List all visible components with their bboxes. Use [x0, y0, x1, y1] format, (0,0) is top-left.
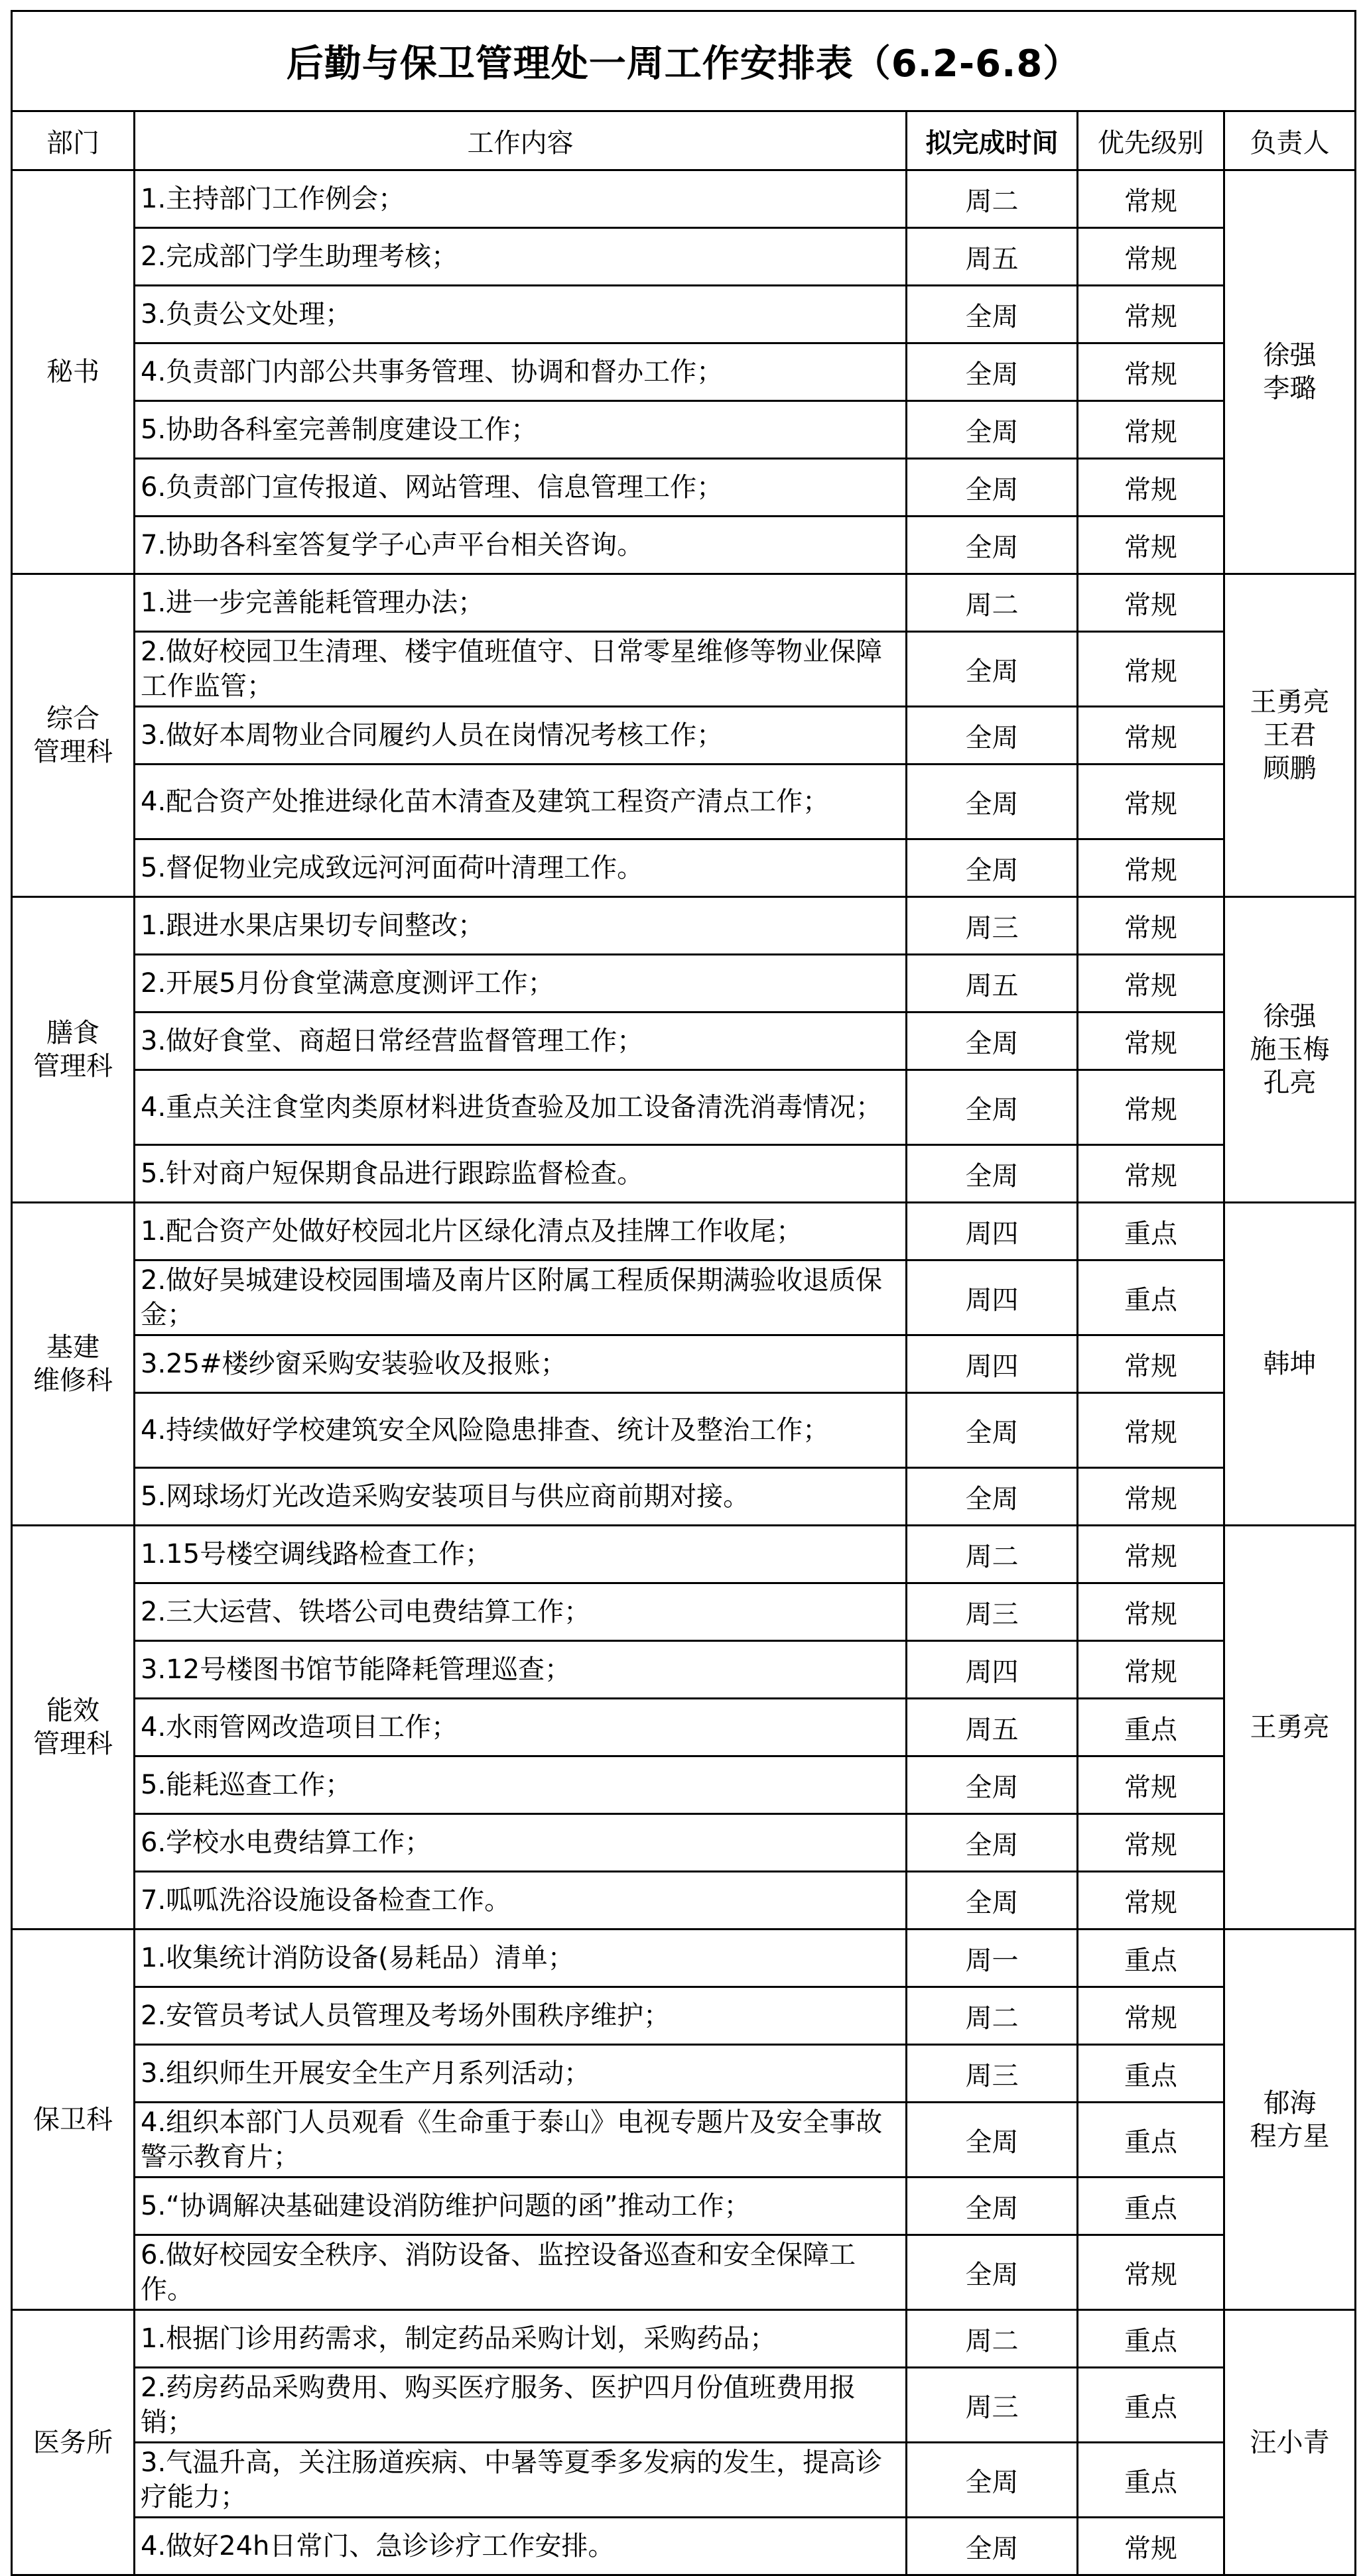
task-content: 4.水雨管网改造项目工作；	[135, 1699, 907, 1756]
task-time: 周二	[907, 1987, 1078, 2045]
task-priority: 常规	[1078, 517, 1224, 574]
task-content: 2.安管员考试人员管理及考场外围秩序维护；	[135, 1987, 907, 2045]
task-time: 全周	[907, 286, 1078, 343]
table-row	[12, 1699, 1356, 1756]
table-row	[12, 2045, 1356, 2103]
task-time: 全周	[907, 765, 1078, 839]
department-name: 能效 管理科	[12, 1526, 135, 1930]
table-row	[12, 286, 1356, 343]
table-row	[12, 459, 1356, 517]
table-row	[12, 1393, 1356, 1468]
task-time: 周五	[907, 955, 1078, 1012]
department-name: 秘书	[12, 170, 135, 574]
task-priority: 常规	[1078, 343, 1224, 401]
task-priority: 常规	[1078, 2235, 1224, 2310]
table-row	[12, 2103, 1356, 2177]
header-priority: 优先级别	[1078, 111, 1224, 170]
task-priority: 常规	[1078, 228, 1224, 286]
table-row	[12, 517, 1356, 574]
department-name: 综合 管理科	[12, 574, 135, 897]
table-row	[12, 401, 1356, 459]
department-name: 保卫科	[12, 1930, 135, 2310]
task-priority: 常规	[1078, 1814, 1224, 1872]
task-time: 全周	[907, 1393, 1078, 1468]
table-row	[12, 839, 1356, 897]
task-content: 4.持续做好学校建筑安全风险隐患排查、统计及整治工作；	[135, 1393, 907, 1468]
task-time: 全周	[907, 2518, 1078, 2575]
table-row	[12, 1203, 1356, 1260]
task-content: 4.做好24h日常门、急诊诊疗工作安排。	[135, 2518, 907, 2575]
task-priority: 重点	[1078, 1260, 1224, 1335]
task-content: 5.针对商户短保期食品进行跟踪监督检查。	[135, 1145, 907, 1203]
task-content: 3.组织师生开展安全生产月系列活动；	[135, 2045, 907, 2103]
task-content: 5.“协调解决基础建设消防维护问题的函”推动工作；	[135, 2177, 907, 2235]
task-time: 全周	[907, 2103, 1078, 2177]
task-priority: 常规	[1078, 1872, 1224, 1930]
task-content: 1.收集统计消防设备(易耗品）清单；	[135, 1930, 907, 1987]
task-priority: 重点	[1078, 1699, 1224, 1756]
task-content: 1.15号楼空调线路检查工作；	[135, 1526, 907, 1583]
table-row	[12, 1145, 1356, 1203]
task-priority: 重点	[1078, 2443, 1224, 2518]
task-time: 全周	[907, 1468, 1078, 1526]
task-content: 1.跟进水果店果切专间整改；	[135, 897, 907, 955]
task-content: 1.进一步完善能耗管理办法；	[135, 574, 907, 632]
task-priority: 常规	[1078, 1526, 1224, 1583]
table-row	[12, 1583, 1356, 1641]
department-name: 膳食 管理科	[12, 897, 135, 1203]
table-row	[12, 1260, 1356, 1335]
task-time: 周五	[907, 228, 1078, 286]
task-content: 2.做好校园卫生清理、楼宇值班值守、日常零星维修等物业保障工作监管；	[135, 632, 907, 707]
task-content: 5.协助各科室完善制度建设工作；	[135, 401, 907, 459]
task-time: 周四	[907, 1641, 1078, 1699]
task-content: 3.负责公文处理；	[135, 286, 907, 343]
table-row	[12, 2235, 1356, 2310]
task-time: 周三	[907, 1583, 1078, 1641]
table-row	[12, 632, 1356, 707]
task-time: 全周	[907, 343, 1078, 401]
task-content: 4.负责部门内部公共事务管理、协调和督办工作；	[135, 343, 907, 401]
table-row	[12, 1641, 1356, 1699]
task-time: 全周	[907, 2177, 1078, 2235]
task-priority: 重点	[1078, 2368, 1224, 2443]
department-owner: 王勇亮 王君 顾鹏	[1224, 574, 1356, 897]
table-row	[12, 707, 1356, 765]
task-priority: 常规	[1078, 459, 1224, 517]
table-row	[12, 1756, 1356, 1814]
task-priority: 重点	[1078, 2103, 1224, 2177]
header-time: 拟完成时间	[907, 111, 1078, 170]
task-priority: 重点	[1078, 2177, 1224, 2235]
table-row	[12, 897, 1356, 955]
header-owner: 负责人	[1224, 111, 1356, 170]
task-content: 6.负责部门宣传报道、网站管理、信息管理工作；	[135, 459, 907, 517]
table-row	[12, 955, 1356, 1012]
page-title: 后勤与保卫管理处一周工作安排表（6.2-6.8）	[12, 11, 1356, 111]
task-time: 周四	[907, 1335, 1078, 1393]
task-content: 2.药房药品采购费用、购买医疗服务、医护四月份值班费用报销；	[135, 2368, 907, 2443]
department-name: 医务所	[12, 2310, 135, 2575]
task-content: 6.学校水电费结算工作；	[135, 1814, 907, 1872]
table-row	[12, 1526, 1356, 1583]
department-owner: 徐强 施玉梅 孔亮	[1224, 897, 1356, 1203]
task-time: 周四	[907, 1260, 1078, 1335]
task-time: 周四	[907, 1203, 1078, 1260]
task-time: 全周	[907, 1012, 1078, 1070]
task-priority: 常规	[1078, 1145, 1224, 1203]
department-owner: 汪小青	[1224, 2310, 1356, 2575]
task-content: 6.做好校园安全秩序、消防设备、监控设备巡查和安全保障工作。	[135, 2235, 907, 2310]
task-time: 周二	[907, 170, 1078, 228]
task-priority: 常规	[1078, 1393, 1224, 1468]
task-priority: 常规	[1078, 170, 1224, 228]
task-priority: 常规	[1078, 707, 1224, 765]
task-content: 1.主持部门工作例会；	[135, 170, 907, 228]
table-row	[12, 1468, 1356, 1526]
task-priority: 常规	[1078, 955, 1224, 1012]
task-content: 5.能耗巡查工作；	[135, 1756, 907, 1814]
task-time: 全周	[907, 401, 1078, 459]
table-row	[12, 1872, 1356, 1930]
task-priority: 常规	[1078, 401, 1224, 459]
table-row	[12, 1012, 1356, 1070]
task-time: 全周	[907, 707, 1078, 765]
task-content: 3.气温升高，关注肠道疾病、中暑等夏季多发病的发生，提高诊疗能力；	[135, 2443, 907, 2518]
department-owner: 韩坤	[1224, 1203, 1356, 1526]
department-owner: 郁海 程方星	[1224, 1930, 1356, 2310]
task-priority: 常规	[1078, 765, 1224, 839]
task-time: 全周	[907, 1070, 1078, 1145]
task-content: 7.协助各科室答复学子心声平台相关咨询。	[135, 517, 907, 574]
table-row	[12, 170, 1356, 228]
department-owner: 王勇亮	[1224, 1526, 1356, 1930]
task-time: 全周	[907, 517, 1078, 574]
table-row	[12, 1987, 1356, 2045]
task-time: 全周	[907, 1814, 1078, 1872]
task-time: 周二	[907, 574, 1078, 632]
task-content: 3.12号楼图书馆节能降耗管理巡查；	[135, 1641, 907, 1699]
task-content: 1.根据门诊用药需求，制定药品采购计划，采购药品；	[135, 2310, 907, 2368]
task-priority: 常规	[1078, 1987, 1224, 2045]
task-content: 7.呱呱洗浴设施设备检查工作。	[135, 1872, 907, 1930]
table-row	[12, 1930, 1356, 1987]
task-time: 周二	[907, 2310, 1078, 2368]
table-row	[12, 2518, 1356, 2575]
task-content: 4.配合资产处推进绿化苗木清查及建筑工程资产清点工作；	[135, 765, 907, 839]
task-content: 3.做好食堂、商超日常经营监督管理工作；	[135, 1012, 907, 1070]
task-time: 全周	[907, 2235, 1078, 2310]
task-time: 全周	[907, 839, 1078, 897]
department-name: 基建 维修科	[12, 1203, 135, 1526]
task-time: 全周	[907, 1756, 1078, 1814]
table-row	[12, 1070, 1356, 1145]
header-content: 工作内容	[135, 111, 907, 170]
task-time: 全周	[907, 1145, 1078, 1203]
table-row	[12, 2443, 1356, 2518]
task-priority: 常规	[1078, 1012, 1224, 1070]
table-row	[12, 2177, 1356, 2235]
task-priority: 常规	[1078, 632, 1224, 707]
table-row	[12, 1335, 1356, 1393]
task-content: 5.督促物业完成致远河河面荷叶清理工作。	[135, 839, 907, 897]
table-row	[12, 574, 1356, 632]
task-priority: 重点	[1078, 1203, 1224, 1260]
task-time: 全周	[907, 632, 1078, 707]
task-priority: 常规	[1078, 897, 1224, 955]
table-row	[12, 2310, 1356, 2368]
task-content: 2.三大运营、铁塔公司电费结算工作；	[135, 1583, 907, 1641]
task-priority: 常规	[1078, 839, 1224, 897]
task-content: 2.开展5月份食堂满意度测评工作；	[135, 955, 907, 1012]
task-priority: 重点	[1078, 1930, 1224, 1987]
task-content: 3.做好本周物业合同履约人员在岗情况考核工作；	[135, 707, 907, 765]
table-row	[12, 343, 1356, 401]
task-priority: 常规	[1078, 1335, 1224, 1393]
task-time: 周二	[907, 1526, 1078, 1583]
task-content: 4.组织本部门人员观看《生命重于泰山》电视专题片及安全事故警示教育片；	[135, 2103, 907, 2177]
task-time: 周三	[907, 2045, 1078, 2103]
task-priority: 常规	[1078, 1641, 1224, 1699]
task-priority: 常规	[1078, 1583, 1224, 1641]
task-time: 全周	[907, 2443, 1078, 2518]
task-priority: 常规	[1078, 1468, 1224, 1526]
task-priority: 常规	[1078, 286, 1224, 343]
work-schedule-table	[11, 10, 1356, 2576]
table-row	[12, 1814, 1356, 1872]
header-dept: 部门	[12, 111, 135, 170]
department-owner: 徐强 李璐	[1224, 170, 1356, 574]
task-time: 周三	[907, 897, 1078, 955]
task-content: 2.做好昊城建设校园围墙及南片区附属工程质保期满验收退质保金；	[135, 1260, 907, 1335]
task-priority: 常规	[1078, 1070, 1224, 1145]
task-priority: 常规	[1078, 574, 1224, 632]
task-priority: 重点	[1078, 2310, 1224, 2368]
task-content: 1.配合资产处做好校园北片区绿化清点及挂牌工作收尾；	[135, 1203, 907, 1260]
task-priority: 常规	[1078, 1756, 1224, 1814]
task-time: 全周	[907, 1872, 1078, 1930]
task-time: 周三	[907, 2368, 1078, 2443]
task-priority: 常规	[1078, 2518, 1224, 2575]
task-priority: 重点	[1078, 2045, 1224, 2103]
task-content: 2.完成部门学生助理考核；	[135, 228, 907, 286]
table-row	[12, 2368, 1356, 2443]
table-row	[12, 765, 1356, 839]
table-row	[12, 228, 1356, 286]
task-content: 3.25#楼纱窗采购安装验收及报账；	[135, 1335, 907, 1393]
task-content: 4.重点关注食堂肉类原材料进货查验及加工设备清洗消毒情况；	[135, 1070, 907, 1145]
task-time: 周一	[907, 1930, 1078, 1987]
task-content: 5.网球场灯光改造采购安装项目与供应商前期对接。	[135, 1468, 907, 1526]
task-time: 周五	[907, 1699, 1078, 1756]
task-time: 全周	[907, 459, 1078, 517]
